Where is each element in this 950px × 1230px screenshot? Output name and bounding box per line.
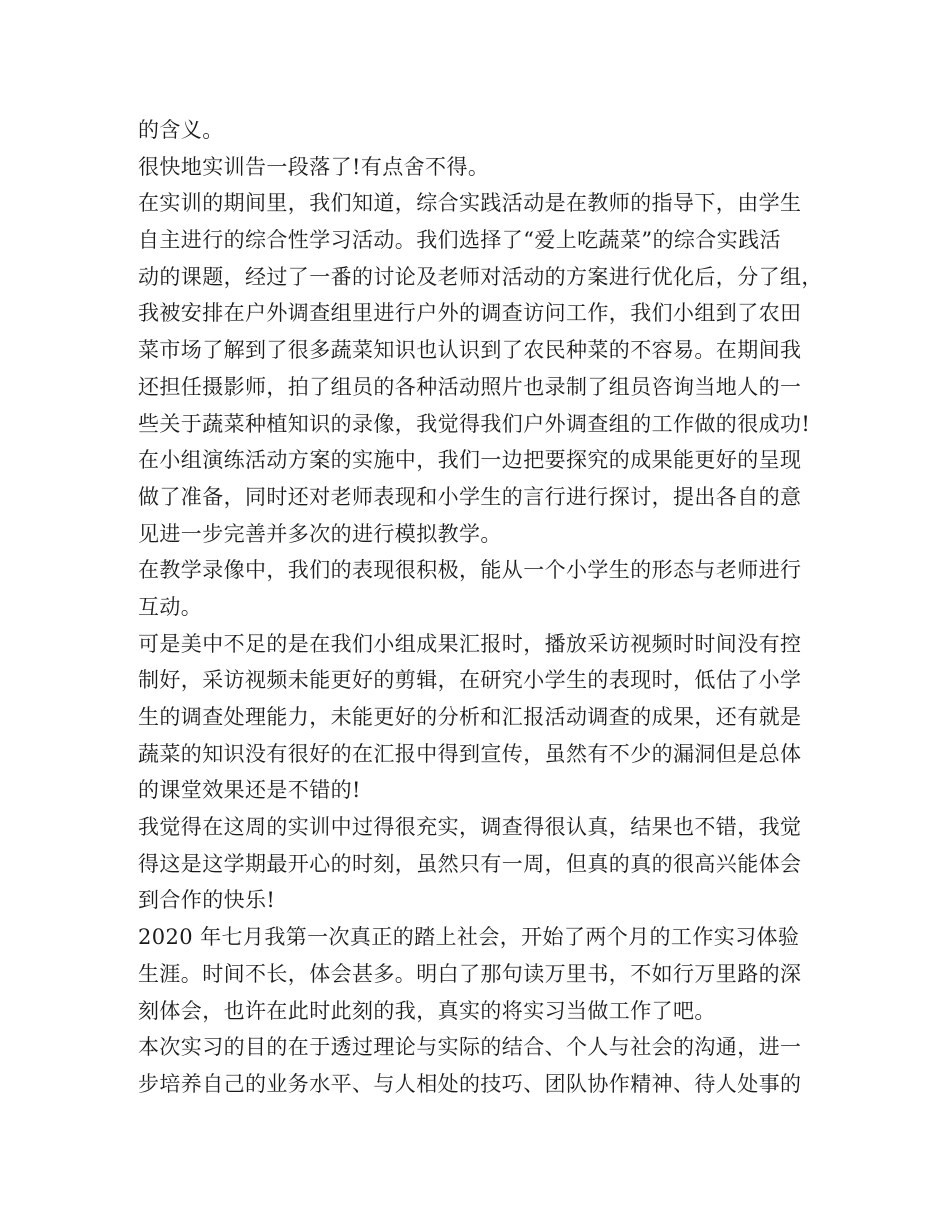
text-line: 我觉得在这周的实训中过得很充实，调查得很认真，结果也不错，我觉 [138,815,802,840]
text-line: 得这是这学期最开心的时刻，虽然只有一周，但真的真的很高兴能体会 [138,851,802,876]
text-line: 2020 年七月我第一次真正的踏上社会，开始了两个月的工作实习体验 [138,925,800,950]
text-line: 的含义。 [138,118,224,142]
text-line: 可是美中不足的是在我们小组成果汇报时，播放采访视频时时间没有控 [138,631,802,656]
text-line: 步培养自己的业务水平、与人相处的技巧、团队协作精神、待人处事的 [138,1071,802,1096]
text-line: 到合作的快乐! [138,888,276,913]
text-line: 些关于蔬菜种植知识的录像，我觉得我们户外调查组的工作做的很成功! [138,411,811,436]
text-line: 动的课题，经过了一番的讨论及老师对活动的方案进行优化后，分了组， [138,264,823,289]
text-line: 菜市场了解到了很多蔬菜知识也认识到了农民种菜的不容易。在期间我 [138,338,802,363]
text-line: 做了准备，同时还对老师表现和小学生的言行进行探讨，提出各自的意 [138,484,802,509]
document-body [138,112,823,1103]
text-line: 生涯。时间不长，体会甚多。明白了那句读万里书，不如行万里路的深 [138,961,802,986]
text-line: 的课堂效果还是不错的! [138,778,361,803]
text-line: 在小组演练活动方案的实施中，我们一边把要探究的成果能更好的呈现 [138,448,802,473]
text-line: 见进一步完善并多次的进行模拟教学。 [138,521,502,546]
text-line: 很快地实训告一段落了!有点舍不得。 [138,154,490,179]
text-line: 制好，采访视频未能更好的剪辑，在研究小学生的表现时，低估了小学 [138,668,802,693]
text-line: 自主进行的综合性学习活动。我们选择了“爱上吃蔬菜”的综合实践活 [138,228,781,253]
text-line: 本次实习的目的在于透过理论与实际的结合、个人与社会的沟通，进一 [138,1035,802,1060]
text-line: 还担任摄影师，拍了组员的各种活动照片也录制了组员咨询当地人的一 [138,374,802,399]
text-line: 生的调查处理能力，未能更好的分析和汇报活动调查的成果，还有就是 [138,705,802,729]
text-line: 我被安排在户外调查组里进行户外的调查访问工作，我们小组到了农田 [138,301,802,326]
text-line: 互动。 [138,594,203,619]
text-line: 蔬菜的知识没有很好的在汇报中得到宣传，虽然有不少的漏洞但是总体 [138,741,802,766]
text-line: 在实训的期间里，我们知道，综合实践活动是在教师的指导下，由学生 [138,191,802,216]
text-line: 在教学录像中，我们的表现很积极，能从一个小学生的形态与老师进行 [138,558,802,583]
text-line: 刻体会，也许在此时此刻的我，真实的将实习当做工作了吧。 [138,998,716,1023]
